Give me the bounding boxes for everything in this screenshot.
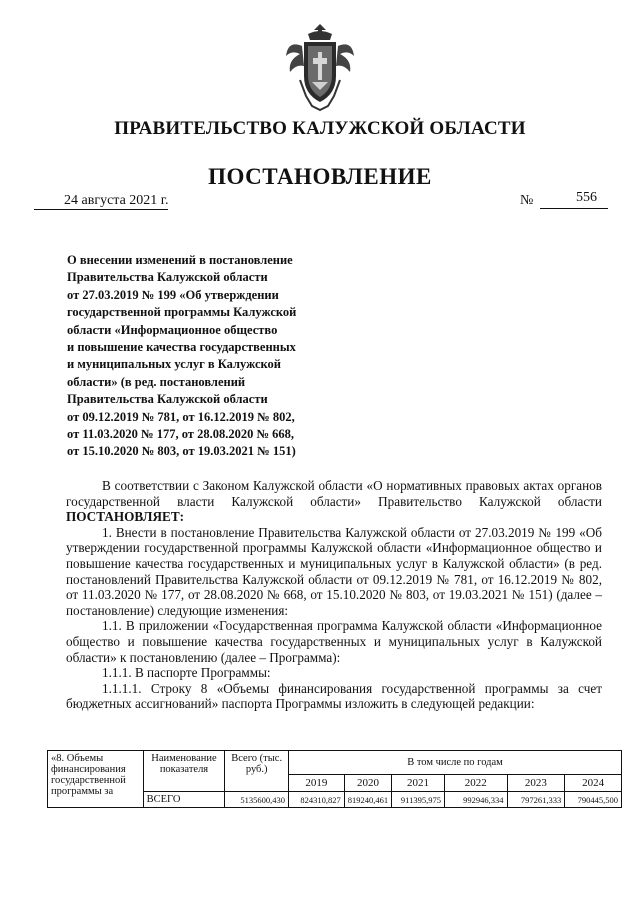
- subject-line: от 11.03.2020 № 177, от 28.08.2020 № 668,: [67, 427, 295, 442]
- subject-line: Правительства Калужской области: [67, 392, 268, 407]
- paragraph-1-1-1: 1.1.1. В паспорте Программы:: [102, 665, 271, 681]
- total-row-value: 819240,461: [344, 792, 391, 808]
- document-subject: [67, 252, 335, 461]
- preamble-text: В соответствии с Законом Калужской области «О нормативных правовых актах органов государственной власти Калужской области» Правительство Калужской области: [66, 478, 602, 509]
- total-row-value: 797261,333: [507, 792, 565, 808]
- indicator-header: Наименование показателя: [143, 751, 225, 792]
- years-group-header: В том числе по годам: [289, 751, 622, 775]
- financing-table: [47, 750, 622, 808]
- year-header: 2022: [444, 775, 507, 792]
- subject-line: государственной программы Калужской: [67, 305, 297, 320]
- subject-line: области «Информационное общество: [67, 322, 278, 337]
- total-row-value: 911395,975: [392, 792, 445, 808]
- year-header: 2020: [344, 775, 391, 792]
- subject-line: от 09.12.2019 № 781, от 16.12.2019 № 802,: [67, 409, 295, 424]
- total-header: Всего (тыс. руб.): [225, 751, 289, 792]
- coat-of-arms-icon: [282, 20, 358, 112]
- paragraph-1: 1. Внести в постановление Правительства Калужской области от 27.03.2019 № 199 «Об утверждении государственной программы Калужской области «Информационное общество и повышение качества государственных и муниципальных услуг в Калужской области» (в ред. постановлений Правительства Калужской области от 09.12.2019 № 781, от 16.12.2019 № 802, от 11.03.2020 № 177, от 28.08.2020 № 668, от 15.10.2020 № 803, от 19.03.2021 № 151) (далее – постановление) следующие изменения:: [66, 524, 602, 618]
- subject-line: области» (в ред. постановлений: [67, 374, 246, 389]
- total-row-total: 5135600,430: [225, 792, 289, 808]
- year-header: 2024: [565, 775, 622, 792]
- document-number-underline: [540, 208, 608, 209]
- subject-line: О внесении изменений в постановление: [67, 253, 293, 267]
- total-row-value: 992946,334: [444, 792, 507, 808]
- year-header: 2023: [507, 775, 565, 792]
- total-row-label: ВСЕГО: [143, 792, 225, 808]
- resolves-keyword: ПОСТАНОВЛЯЕТ:: [66, 509, 185, 525]
- document-date: 24 августа 2021 г.: [34, 193, 168, 210]
- document-type-title: ПОСТАНОВЛЕНИЕ: [208, 164, 432, 189]
- subject-line: и муниципальных услуг в Калужской: [67, 357, 282, 372]
- subject-line: от 27.03.2019 № 199 «Об утверждении: [67, 287, 279, 302]
- document-number: 556: [576, 190, 597, 205]
- subject-line: Правительства Калужской области: [67, 270, 268, 285]
- year-header: 2019: [289, 775, 345, 792]
- row-label-cell: «8. Объемы финансирования государственной программы за: [48, 751, 144, 808]
- preamble-paragraph: [66, 478, 602, 525]
- paragraph-1-1: 1.1. В приложении «Государственная программа Калужской области «Информационное общество и повышение качества государственных и муниципальных услуг в Калужской области» к постановлению (далее – Программа):: [66, 618, 602, 665]
- total-row-value: 790445,500: [565, 792, 622, 808]
- subject-line: от 15.10.2020 № 803, от 19.03.2021 № 151): [67, 444, 296, 459]
- paragraph-1-1-1-1: 1.1.1.1. Строку 8 «Объемы финансирования государственной программы за счет бюджетных ассигнований» паспорта Программы изложить в следующей редакции:: [66, 680, 602, 712]
- year-header: 2021: [392, 775, 445, 792]
- document-number-label: №: [520, 193, 534, 208]
- organization-title: ПРАВИТЕЛЬСТВО КАЛУЖСКОЙ ОБЛАСТИ: [114, 118, 526, 139]
- document-body: [66, 478, 602, 712]
- total-row-value: 824310,827: [289, 792, 345, 808]
- subject-line: и повышение качества государственных: [67, 340, 296, 355]
